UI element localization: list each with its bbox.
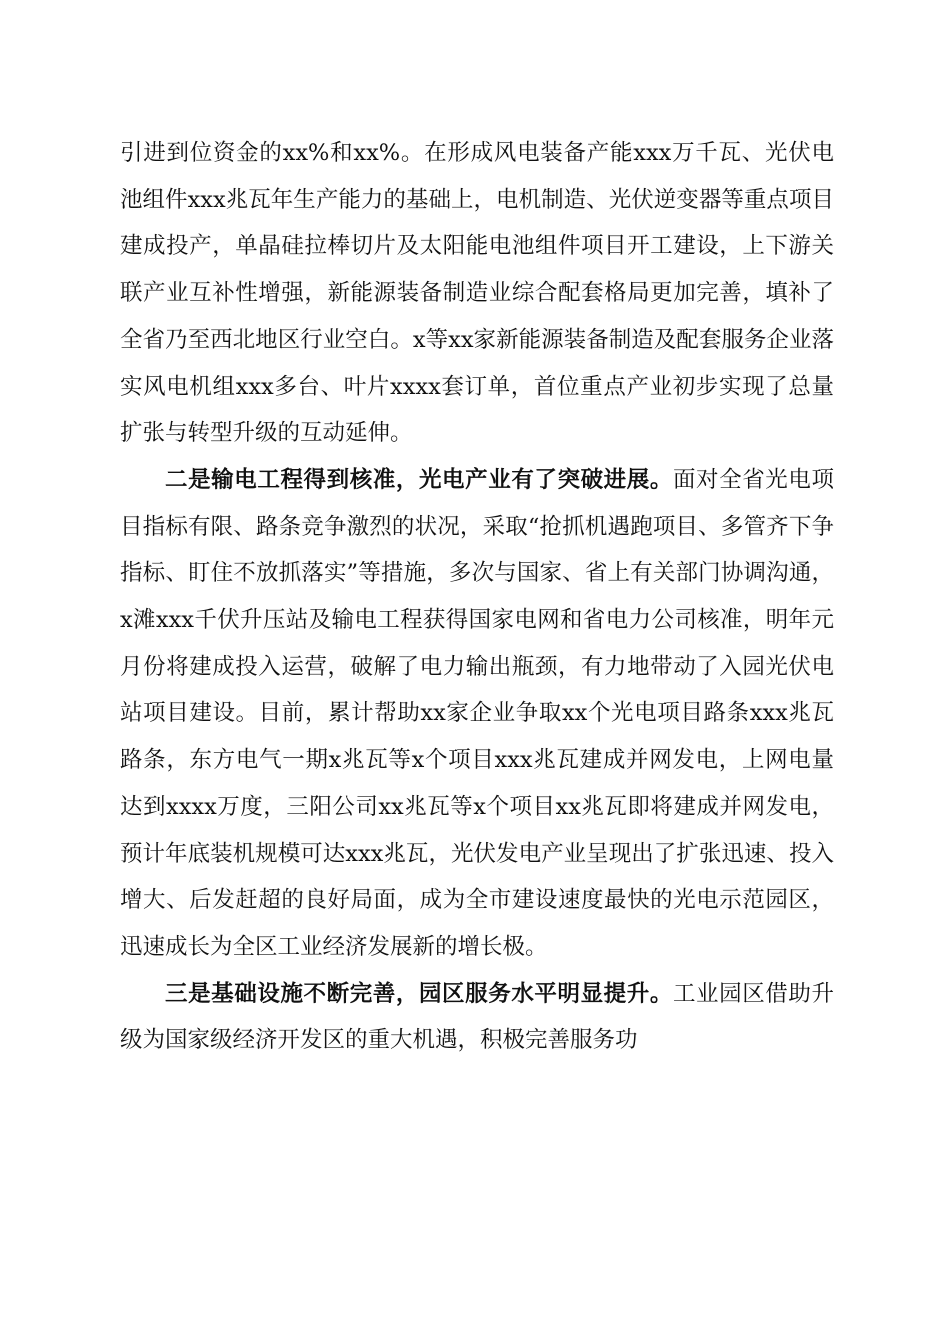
paragraph-text: 面对全省光电项目指标有限、路条竞争激烈的状况，采取“抢抓机遇跑项目、多管齐下争指标、盯住不放抓落实”等措施，多次与国家、省上有关部门协调沟通，x滩xxx千伏升压站及输电工程获得国家电网和省电力公司核准，明年元月份将建成投入运营，破解了电力输出瓶颈，有力地带动了入园光伏电站项目建设。目前，累计帮助xx家企业争取xx个光电项目路条xxx兆瓦路条，东方电气一期x兆瓦等x个项目xxx兆瓦建成并网发电，上网电量达到xxxx万度，三阳公司xx兆瓦等x个项目xx兆瓦即将建成并网发电，预计年底装机规模可达xxx兆瓦，光伏发电产业呈现出了扩张迅速、投入增大、后发赶超的良好局面，成为全市建设速度最快的光电示范园区，迅速成长为全区工业经济发展新的增长极。	[120, 466, 834, 960]
paragraph-power-transmission	[120, 457, 834, 971]
paragraph-text: 引进到位资金的xx%和xx%。在形成风电装备产能xxx万千瓦、光伏电池组件xxx兆瓦年生产能力的基础上，电机制造、光伏逆变器等重点项目建成投产，单晶硅拉棒切片及太阳能电池组件项目开工建设，上下游关联产业互补性增强，新能源装备制造业综合配套格局更加完善，填补了全省乃至西北地区行业空白。x等xx家新能源装备制造及配套服务企业落实风电机组xxx多台、叶片xxxx套订单，首位重点产业初步实现了总量扩张与转型升级的互动延伸。	[120, 140, 834, 447]
paragraph-text: 工业园区借助升级为国家级经济开发区的重大机遇，积极完善服务功	[120, 980, 834, 1054]
paragraph-heading: 二是输电工程得到核准，光电产业有了突破进展。	[165, 466, 673, 493]
paragraph-heading: 三是基础设施不断完善，园区服务水平明显提升。	[165, 980, 673, 1007]
document-page	[120, 130, 834, 1064]
paragraph-investment	[120, 130, 834, 457]
paragraph-infrastructure	[120, 971, 834, 1064]
